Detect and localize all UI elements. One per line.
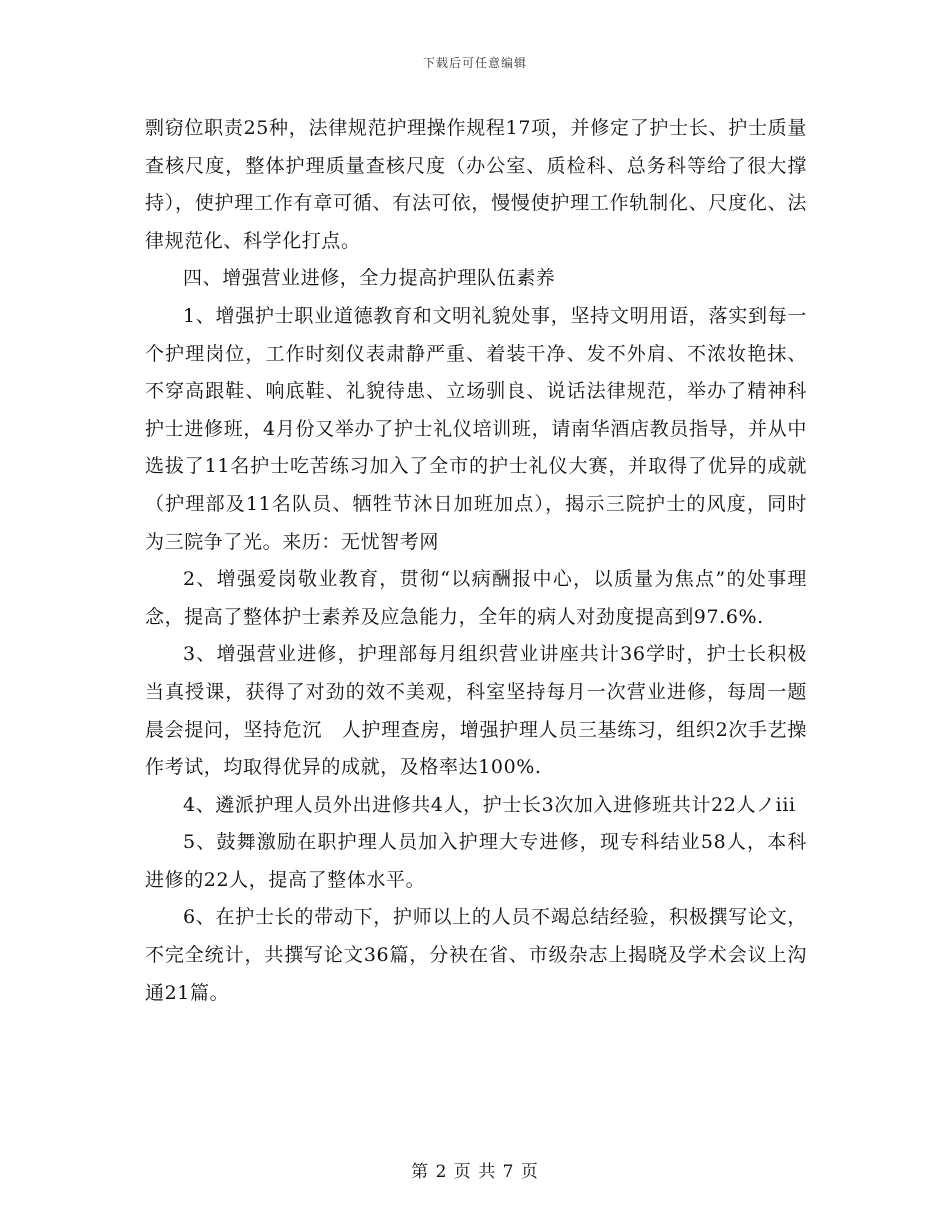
paragraph-item-1: 1、增强护士职业道德教育和文明礼貌处事，坚持文明用语，落实到每一个护理岗位，工作时刻仪表肃静严重、着装干净、发不外肩、不浓妆艳抹、不穿高跟鞋、响底鞋、礼貌待患、立场驯良、说话法律规范，举办了精神科护士进修班，4月份又举办了护士礼仪培训班，请南华酒店教员指导，并从中选拔了11名护士吃苦练习加入了全市的护士礼仪大赛，并取得了优异的成就（护理部及11名队员、牺牲节沐日加班加点），揭示三院护士的风度，同时为三院争了光。来历：无忧智考网 bbox=[145, 304, 807, 553]
section-heading: 四、增强营业进修，全力提高护理队伍素养 bbox=[183, 267, 556, 290]
paragraph-item-2: 2、增强爱岗敬业教育，贯彻“以病酬报中心，以质量为焦点”的处事理念，提高了整体护士素养及应急能力，全年的病人对劲度提高到97.6%. bbox=[145, 568, 807, 628]
paragraph-item-3: 3、增强营业进修，护理部每月组织营业讲座共计36学时，护士长积极当真授课，获得了对劲的效不美观，科室坚持每月一次营业进修，每周一题晨会提问，坚持危沉 人护理查房，增强护理人员三基练习，组织2次手艺操作考试，均取得优异的成就，及格率达100%. bbox=[145, 643, 807, 779]
paragraph-item-4: 4、遴派护理人员外出进修共4人，护士长3次加入进修班共计22人ノiii bbox=[183, 793, 796, 816]
page-header: 下载后可任意编辑 bbox=[422, 56, 527, 70]
paragraph-continued: 剽窃位职责25种，法律规范护理操作规程17项，并修定了护士长、护士质量查核尺度，整体护理质量查核尺度（办公室、质检科、总务科等给了很大撑持），使护理工作有章可循、有法可依，慢慢使护理工作轨制化、尺度化、法律规范化、科学化打点。 bbox=[145, 117, 807, 252]
paragraph-item-6: 6、在护士长的带动下，护师以上的人员不竭总结经验，积极撰写论文，不完全统计，共撰写论文36篇，分袂在省、市级杂志上揭晓及学术会议上沟通21篇。 bbox=[145, 906, 807, 1004]
paragraph-item-5: 5、鼓舞激励在职护理人员加入护理大专进修，现专科结业58人，本科进修的22人，提高了整体水平。 bbox=[145, 831, 807, 891]
document-body bbox=[145, 110, 807, 1012]
page-number-footer: 第 2 页 共 7 页 bbox=[411, 1162, 539, 1182]
